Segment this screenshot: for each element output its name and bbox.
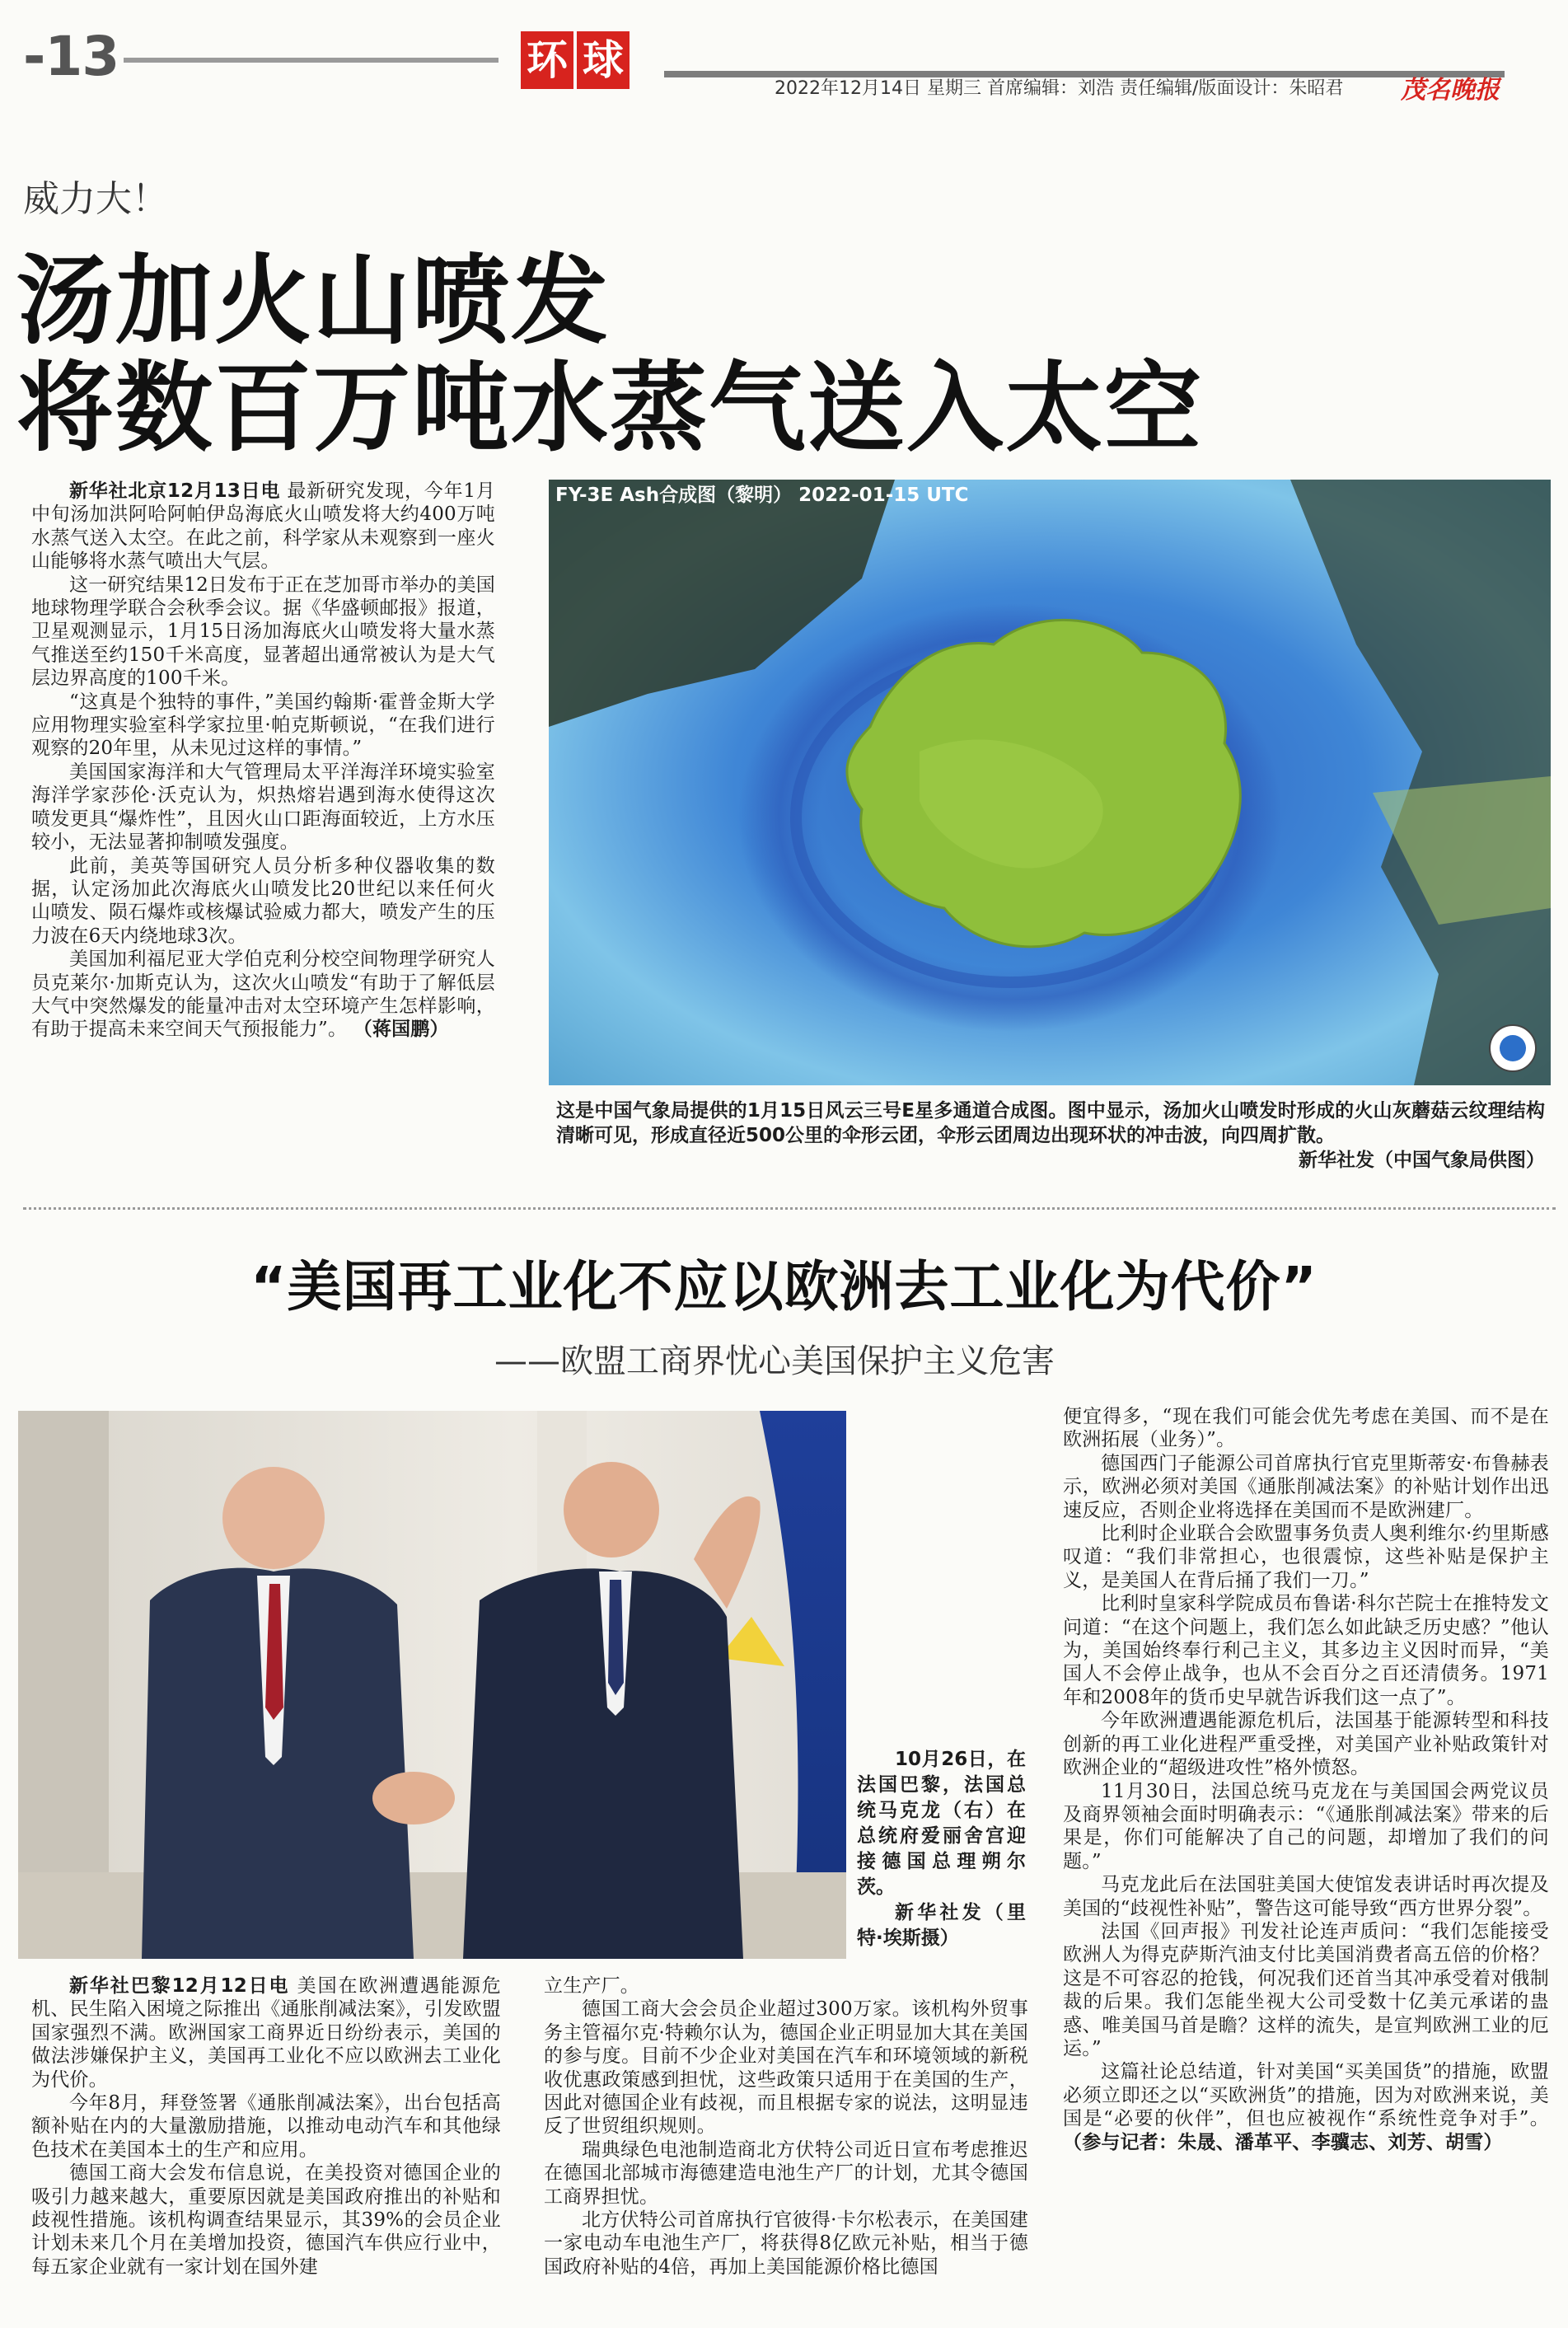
story1-paragraph: 此前，美英等国研究人员分析多种仪器收集的数据，认定汤加此次海底火山喷发比20世纪以来任何火山喷发、陨石爆炸或核爆试验威力都大，喷发产生的压力波在6天内绕地球3次。 (31, 855, 495, 947)
story2-photo-caption-text: 10月26日，在法国巴黎，法国总统马克龙（右）在总统府爱丽舍宫迎接德国总理朔尔茨。 (857, 1749, 1026, 1898)
satellite-image (549, 480, 1551, 1085)
story2-paragraph: 比利时企业联合会欧盟事务负责人奥利维尔·约里斯感叹道：“我们非常担心，也很震惊，这些补贴是保护主义，是美国人在背后捅了我们一刀。” (1063, 1523, 1549, 1591)
satellite-image-label: FY-3E Ash合成图（黎明） 2022-01-15 UTC (555, 485, 969, 506)
story1-caption-credit: 新华社发（中国气象局供图） (1299, 1150, 1545, 1171)
story2-headline: “美国再工业化不应以欧洲去工业化为代价” (250, 1255, 1318, 1319)
story1-caption (556, 1098, 1545, 1173)
story1-headline-line2: 将数百万吨水蒸气送入太空 (16, 351, 1204, 465)
story1-kicker: 威力大！ (23, 178, 168, 220)
story2-paragraph: 德国工商大会发布信息说，在美投资对德国企业的吸引力越来越大，重要原因就是美国政府推出的补贴和歧视性措施。该机构调查结果显示，其39%的会员企业计划未来几个月在美增加投资，德国汽车供应行业中，每五家企业就有一家计划在国外建 (31, 2162, 501, 2278)
leaders-photo (18, 1411, 846, 1959)
story2-photo-credit: 新华社发（里特·埃斯摄） (857, 1902, 1026, 1949)
story2-paragraph: 立生产厂。 (544, 1975, 639, 1997)
story2-subheadline: ——欧盟工商界忧心美国保护主义危害 (494, 1342, 1055, 1380)
story2-paragraph: 法国《回声报》刊发社论连声质问：“我们怎能接受欧洲人为得克萨斯汽油支付比美国消费者高五倍的价格？这是不可容忍的抢钱，何况我们还首当其冲承受着对俄制裁的后果。我们怎能坐视大公司受数十亿美元承诺的蛊惑、唯美国马首是瞻？这样的流失，是宣判欧洲工业的厄运。” (1063, 1920, 1549, 2059)
story2-paragraph: 马克龙此后在法国驻美国大使馆发表讲话时再次提及美国的“歧视性补贴”，警告这可能导致“西方世界分裂”。 (1063, 1874, 1549, 1919)
paper-logo: 茂名晚报 (1401, 76, 1500, 105)
story2-paragraph: 德国西门子能源公司首席执行官克里斯蒂安·布鲁赫表示，欧洲必须对美国《通胀削减法案》的补贴计划作出迅速反应，否则企业将选择在美国而不是欧洲建厂。 (1063, 1452, 1549, 1521)
story1-paragraph: 美国国家海洋和大气管理局太平洋海洋环境实验室海洋学家莎伦·沃克认为，炽热熔岩遇到海水使得这次喷发更具“爆炸性”，且因火山口距海面较近，上方水压较小，无法显著抑制喷发强度。 (31, 761, 495, 854)
header-rule-left (124, 58, 498, 63)
story2-paragraph: 今年8月，拜登签署《通胀削减法案》，出台包括高额补贴在内的大量激励措施，以推动电动汽车和其他绿色技术在美国本土的生产和应用。 (31, 2092, 501, 2161)
story-divider (23, 1207, 1556, 1210)
story2-photo-caption (857, 1747, 1026, 1951)
page-number: -13 (23, 25, 119, 88)
story1-paragraph: 最新研究发现，今年1月中旬汤加洪阿哈阿帕伊岛海底火山喷发将大约400万吨水蒸气送入太空。在此之前，科学家从未观察到一座火山能够将水蒸气喷出大气层。 (31, 480, 495, 573)
story2-dateline: 新华社巴黎12月12日电 (69, 1975, 290, 1997)
story2-paragraph: 这篇社论总结道，针对美国“买美国货”的措施，欧盟必须立即还之以“买欧洲货”的措施，因为对欧洲来说，美国是“必要的伙伴”，但也应被视作“系统性竞争对手”。 (1063, 2061, 1549, 2130)
story2-paragraph: 德国工商大会会员企业超过300万家。该机构外贸事务主管福尔克·特赖尔认为，德国企业正明显加大其在美国的参与度。目前不少企业对美国在汽车和环境领域的新税收优惠政策感到担忧，这些政策只适用于在美国的生产，因此对德国企业有歧视，而且根据专家的说法，这明显违反了世贸组织规则。 (544, 1998, 1028, 2138)
story2-paragraph: 比利时皇家科学院成员布鲁诺·科尔芒院士在推特发文问道：“在这个问题上，我们怎么如此缺乏历史感？”他认为，美国始终奉行利己主义，其多边主义因时而异，“美国人不会停止战争，也从不会百分之百还清债务。1971年和2008年的货币史早就告诉我们这一点了”。 (1063, 1593, 1549, 1708)
story1-paragraph: “这真是个独特的事件，”美国约翰斯·霍普金斯大学应用物理实验室科学家拉里·帕克斯顿说，“在我们进行观察的20年里，从未见过这样的事情。” (31, 691, 495, 760)
section-label-char-2: 球 (577, 31, 630, 89)
story2-column-2 (544, 1974, 1028, 2279)
story1-dateline: 新华社北京12月13日电 (69, 480, 281, 502)
story1-paragraph: 这一研究结果12日发布于正在芝加哥市举办的美国地球物理学联合会秋季会议。据《华盛顿邮报》报道，卫星观测显示，1月15日汤加海底火山喷发将大量水蒸气推送至约150千米高度，显著超出通常被认为是大气层边界高度的100千米。 (31, 574, 495, 690)
section-label-char-1: 环 (521, 31, 573, 89)
story2-byline: （参与记者：朱晟、潘革平、李骥志、刘芳、胡雪） (1063, 2131, 1503, 2153)
story2-paragraph: 美国在欧洲遭遇能源危机、民生陷入困境之际推出《通胀削减法案》，引发欧盟国家强烈不满。欧洲国家工商界近日纷纷表示，美国的做法涉嫌保护主义，美国再工业化不应以欧洲去工业化为代价。 (31, 1975, 501, 2091)
story1-paragraph: 美国加利福尼亚大学伯克利分校空间物理学研究人员克莱尔·加斯克认为，这次火山喷发“有助于了解低层大气中突然爆发的能量冲击对太空环境产生怎样影响，有助于提高未来空间天气预报能力”。 (31, 949, 495, 1041)
story2-paragraph: 11月30日，法国总统马克龙在与美国国会两党议员及商界领袖会面时明确表示：“《通胀削减法案》带来的后果是，你们可能解决了自己的问题，却增加了我们的问题。” (1063, 1780, 1549, 1872)
story2-column-1 (31, 1974, 501, 2279)
story1-caption-text: 这是中国气象局提供的1月15日风云三号E星多通道合成图。图中显示，汤加火山喷发时形成的火山灰蘑菇云纹理结构清晰可见，形成直径近500公里的伞形云团，伞形云团周边出现环状的冲击波，向四周扩散。 (556, 1100, 1545, 1146)
story2-paragraph: 今年欧洲遭遇能源危机后，法国基于能源转型和科技创新的再工业化进程严重受挫，对美国产业补贴政策针对欧洲企业的“超级进攻性”格外愤怒。 (1063, 1710, 1549, 1779)
story1-byline: （蒋国鹏） (353, 1019, 449, 1041)
story1-body (31, 480, 495, 1042)
header-info: 2022年12月14日 星期三 首席编辑：刘浩 责任编辑/版面设计：朱昭君 (775, 78, 1344, 99)
story2-paragraph: 便宜得多，“现在我们可能会优先考虑在美国、而不是在欧洲拓展（业务）”。 (1063, 1406, 1549, 1451)
story1-headline-line1: 汤加火山喷发 (16, 244, 611, 358)
story2-paragraph: 北方伏特公司首席执行官彼得·卡尔松表示，在美国建一家电动车电池生产厂，将获得8亿欧元补贴，相当于德国政府补贴的4倍，再加上美国能源价格比德国 (544, 2209, 1028, 2278)
story2-paragraph: 瑞典绿色电池制造商北方伏特公司近日宣布考虑推迟在德国北部城市海德建造电池生产厂的计划，尤其令德国工商界担忧。 (544, 2138, 1028, 2208)
story2-column-3 (1063, 1405, 1549, 2154)
